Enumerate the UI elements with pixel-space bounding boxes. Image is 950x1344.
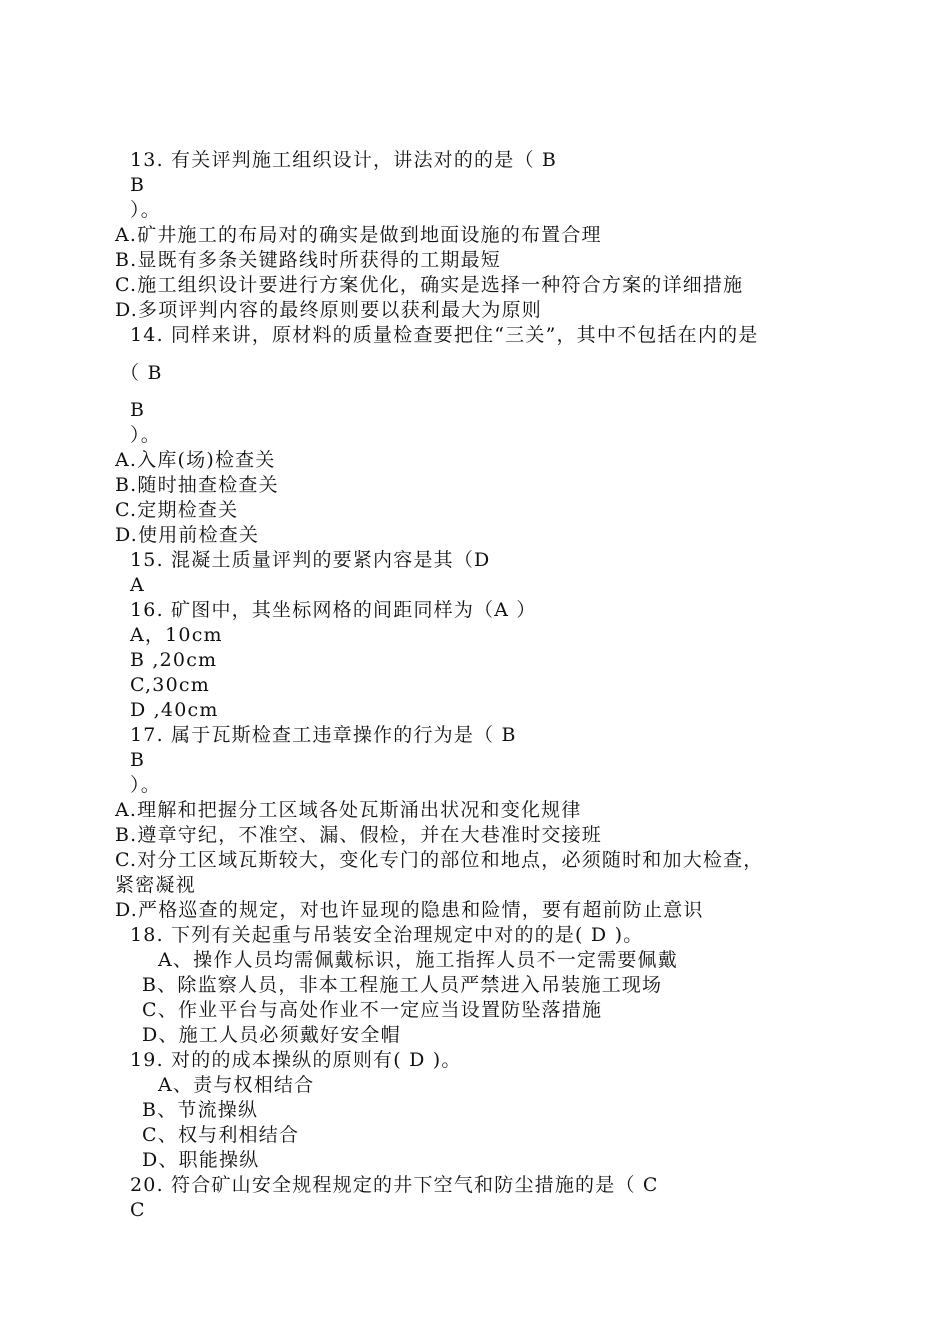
question-15-answer: A [130,574,145,596]
question-17-option-c: C.对分工区域瓦斯较大，变化专门的部位和地点，必须随时和加大检查， [115,849,764,871]
question-17-answer: B [130,749,146,771]
question-19-option-a: A、责与权相结合 [158,1074,315,1096]
question-18-stem: 18. 下列有关起重与吊装安全治理规定中对的的是( D )。 [130,924,644,946]
question-18-option-b: B、除监察人员，非本工程施工人员严禁进入吊装施工现场 [142,974,663,996]
question-13-stem: 13. 有关评判施工组织设计，讲法对的的是（ B [130,149,558,171]
question-16-option-c: C,30cm [130,674,210,696]
question-14-stem: 14. 同样来讲，原材料的质量检查要把住“三关”，其中不包括在内的是 [130,324,759,346]
question-13-option-d: D.多项评判内容的最终原则要以获利最大为原则 [115,299,542,321]
question-14-option-c: C.定期检查关 [115,499,239,521]
question-14-stem-cont: （ B [120,362,163,384]
question-17-close: ）。 [130,774,161,796]
question-20-answer: C [130,1199,146,1221]
question-13-option-c: C.施工组织设计要进行方案优化，确实是选择一种符合方案的详细措施 [115,274,744,296]
question-17-option-b: B.遵章守纪，不准空、漏、假检，并在大巷准时交接班 [115,824,603,846]
question-19-option-d: D、职能操纵 [142,1149,260,1171]
question-18-option-c: C、作业平台与高处作业不一定应当设置防坠落措施 [142,999,603,1021]
question-13-close: ）。 [130,199,161,221]
question-16-option-b: B ,20cm [130,649,218,671]
question-17-stem: 17. 属于瓦斯检查工违章操作的行为是（ B [130,724,517,746]
question-20-stem: 20. 符合矿山安全规程规定的井下空气和防尘措施的是（ C [130,1174,659,1196]
question-14-answer: B [130,399,146,421]
question-17-option-a: A.理解和把握分工区域各处瓦斯涌出状况和变化规律 [115,799,582,821]
question-19-option-c: C、权与利相结合 [142,1124,300,1146]
question-17-option-d: D.严格巡查的规定，对也许显现的隐患和险情，要有超前防止意识 [115,899,704,921]
question-16-option-d: D ,40cm [130,699,219,721]
question-14-close: ）。 [130,424,161,446]
question-18-option-d: D、施工人员必须戴好安全帽 [142,1024,401,1046]
question-13-option-b: B.显既有多条关键路线时所获得的工期最短 [115,249,502,271]
question-15-stem: 15. 混凝土质量评判的要紧内容是其（D [130,549,491,571]
question-13-answer: B [130,174,146,196]
question-14-option-b: B.随时抽查检查关 [115,474,279,496]
question-19-option-b: B、节流操纵 [142,1099,259,1121]
question-19-stem: 19. 对的的成本操纵的原则有( D )。 [130,1049,462,1071]
question-16-option-a: A，10cm [130,624,223,646]
question-14-option-d: D.使用前检查关 [115,524,260,546]
question-18-option-a: A、操作人员均需佩戴标识，施工指挥人员不一定需要佩戴 [158,949,678,971]
question-14-option-a: A.入库(场)检查关 [115,449,276,471]
question-17-option-c-cont: 紧密凝视 [115,874,196,896]
question-13-option-a: A.矿井施工的布局对的确实是做到地面设施的布置合理 [115,224,602,246]
question-16-stem: 16. 矿图中，其坐标网格的间距同样为（A ） [130,599,537,621]
